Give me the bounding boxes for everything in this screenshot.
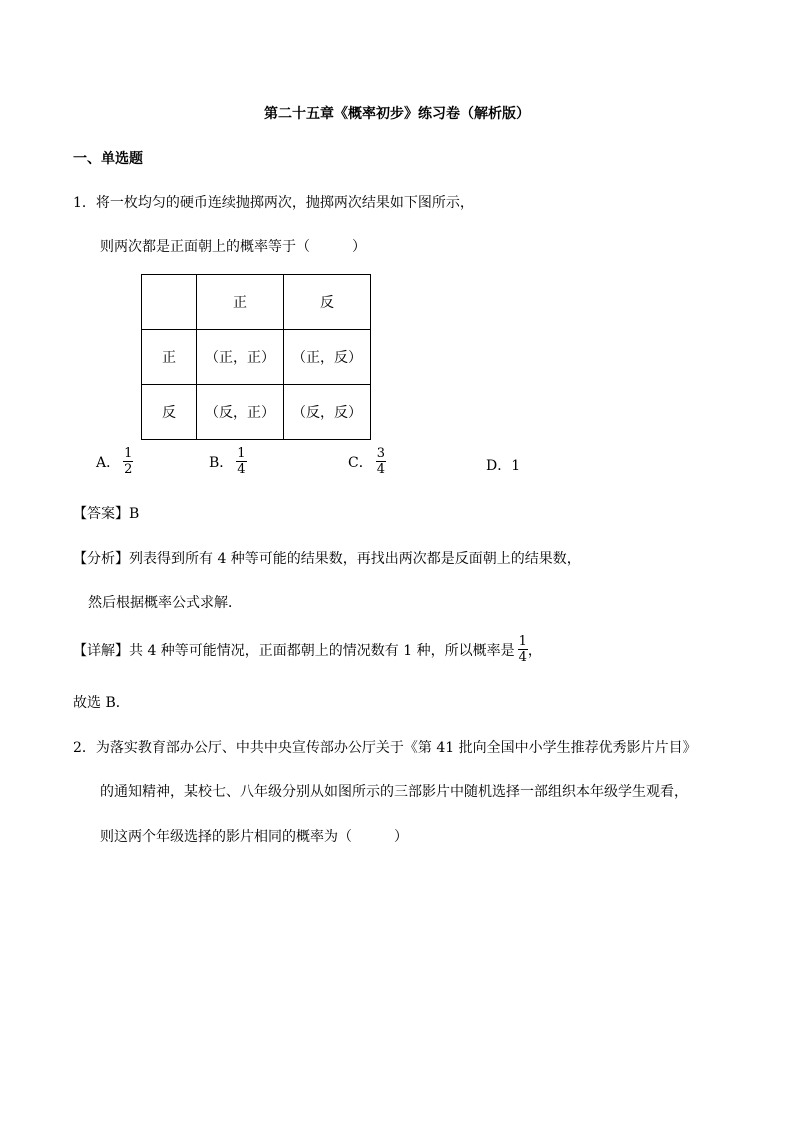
fraction-denominator: 2: [124, 462, 133, 477]
option-a-label: A．: [96, 454, 121, 471]
table-cell: （正，反）: [284, 330, 371, 385]
detail-line: [73, 634, 542, 665]
fraction-denominator: 4: [237, 462, 246, 477]
detail-text: 【详解】共 4 种等可能情况，正面都朝上的情况数有 1 种，所以概率是: [73, 642, 515, 659]
table-cell: （反，正）: [197, 385, 284, 440]
table-row: [142, 330, 371, 385]
table-cell: [142, 275, 197, 330]
option-a[interactable]: [96, 446, 133, 477]
fraction-denominator: 4: [518, 650, 527, 665]
question-2-line-1: 2．为落实教育部办公厅、中共中央宣传部办公厅关于《第 41 批向全国中小学生推荐优秀影片片目》: [73, 740, 697, 756]
answer-line: 【答案】B: [73, 506, 140, 522]
question-1-stem: 1．将一枚均匀的硬币连续抛掷两次，抛掷两次结果如下图所示，: [73, 195, 474, 211]
analysis-line-2: 然后根据概率公式求解．: [88, 595, 242, 611]
option-c[interactable]: [348, 446, 386, 477]
option-b-fraction: [236, 446, 246, 477]
table-cell: （反，反）: [284, 385, 371, 440]
question-1-prompt: 则两次都是正面朝上的概率等于（ ）: [100, 239, 366, 255]
fraction-denominator: 4: [376, 462, 385, 477]
option-d[interactable]: [486, 455, 520, 475]
question-2-line-2: 的通知精神，某校七、八年级分别从如图所示的三部影片中随机选择一部组织本年级学生观看，: [100, 784, 688, 800]
option-c-label: C．: [348, 454, 373, 471]
fraction-numerator: 1: [518, 634, 527, 649]
table-row-header: 正: [142, 330, 197, 385]
table-row-header: 反: [142, 385, 197, 440]
analysis-line-1: 【分析】列表得到所有 4 种等可能的结果数，再找出两次都是反面朝上的结果数，: [73, 551, 581, 567]
option-a-fraction: [123, 446, 133, 477]
table-cell: （正，正）: [197, 330, 284, 385]
table-row: [142, 385, 371, 440]
table-row: [142, 275, 371, 330]
option-c-fraction: [376, 446, 386, 477]
option-b[interactable]: [209, 446, 247, 477]
fraction-numerator: 3: [376, 446, 385, 461]
outcome-table: [141, 274, 371, 440]
table-header-cell: 反: [284, 275, 371, 330]
question-2-line-3: 则这两个年级选择的影片相同的概率为（ ）: [100, 829, 408, 845]
detail-end: ，: [527, 642, 542, 659]
option-b-label: B．: [209, 454, 234, 471]
section-heading: 一、单选题: [73, 151, 143, 167]
fraction-numerator: 1: [237, 446, 246, 461]
page-title: 第二十五章《概率初步》练习卷（解析版）: [264, 106, 530, 122]
detail-fraction: [518, 634, 528, 665]
table-header-cell: 正: [197, 275, 284, 330]
fraction-numerator: 1: [124, 446, 133, 461]
selection-line: 故选 B．: [73, 695, 130, 711]
option-d-label: D．1: [486, 458, 521, 474]
